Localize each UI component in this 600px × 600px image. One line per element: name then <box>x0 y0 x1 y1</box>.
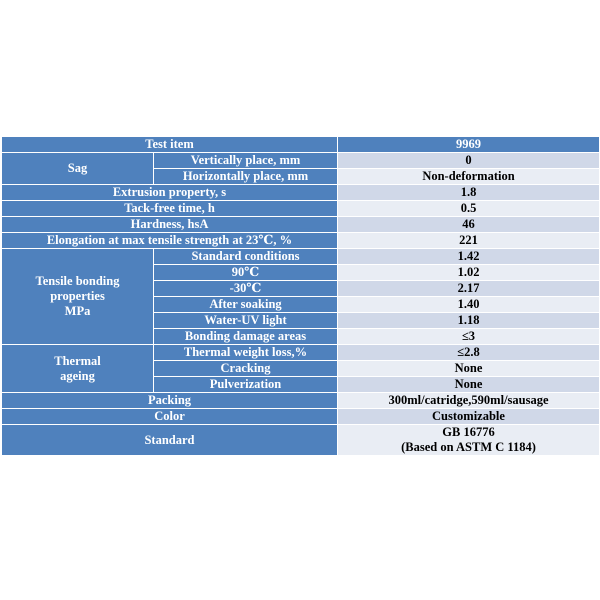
tensile-90c-label: 90℃ <box>154 265 338 281</box>
tensile-minus30c-label: -30℃ <box>154 281 338 297</box>
standard-value <box>338 425 600 456</box>
specification-table <box>1 136 600 456</box>
standard-value-line: GB 16776 <box>442 425 495 439</box>
tensile-label-line: Tensile bonding <box>35 274 120 288</box>
tensile-water-uv-value: 1.18 <box>338 313 600 329</box>
hardness-label: Hardness, hsA <box>2 217 338 233</box>
thermal-cracking-value: None <box>338 361 600 377</box>
thermal-group-label <box>2 345 154 393</box>
header-test-item: Test item <box>2 137 338 153</box>
tensile-standard-value: 1.42 <box>338 249 600 265</box>
packing-label: Packing <box>2 393 338 409</box>
sag-vertical-label: Vertically place, mm <box>154 153 338 169</box>
header-product-code: 9969 <box>338 137 600 153</box>
tensile-soaking-value: 1.40 <box>338 297 600 313</box>
thermal-weight-loss-value: ≤2.8 <box>338 345 600 361</box>
color-value: Customizable <box>338 409 600 425</box>
tensile-water-uv-label: Water-UV light <box>154 313 338 329</box>
thermal-pulverization-value: None <box>338 377 600 393</box>
thermal-label-line: Thermal <box>54 353 101 368</box>
tack-free-label: Tack-free time, h <box>2 201 338 217</box>
thermal-weight-loss-label: Thermal weight loss,% <box>154 345 338 361</box>
packing-value: 300ml/catridge,590ml/sausage <box>338 393 600 409</box>
elongation-value: 221 <box>338 233 600 249</box>
tensile-damage-label: Bonding damage areas <box>154 329 338 345</box>
sag-vertical-value: 0 <box>338 153 600 169</box>
table-row <box>2 393 600 409</box>
thermal-label-line: ageing <box>60 368 95 383</box>
table-row <box>2 233 600 249</box>
table-row <box>2 201 600 217</box>
extrusion-label: Extrusion property, s <box>2 185 338 201</box>
header-row <box>2 137 600 153</box>
standard-label: Standard <box>2 425 338 456</box>
tensile-damage-value: ≤3 <box>338 329 600 345</box>
tensile-standard-label: Standard conditions <box>154 249 338 265</box>
elongation-label: Elongation at max tensile strength at 23℃, % <box>2 233 338 249</box>
tensile-soaking-label: After soaking <box>154 297 338 313</box>
tensile-90c-value: 1.02 <box>338 265 600 281</box>
standard-value-line: (Based on ASTM C 1184) <box>401 440 536 454</box>
table-row <box>2 345 600 361</box>
sag-label: Sag <box>2 153 154 185</box>
table-row <box>2 249 600 265</box>
table-row <box>2 185 600 201</box>
table-row <box>2 217 600 233</box>
tensile-group-label <box>2 249 154 345</box>
thermal-pulverization-label: Pulverization <box>154 377 338 393</box>
table-row <box>2 409 600 425</box>
thermal-cracking-label: Cracking <box>154 361 338 377</box>
tensile-minus30c-value: 2.17 <box>338 281 600 297</box>
sag-horizontal-value: Non-deformation <box>338 169 600 185</box>
tensile-label-line: MPa <box>64 304 91 318</box>
table-row <box>2 153 600 169</box>
tensile-label-line: properties <box>50 289 105 303</box>
tack-free-value: 0.5 <box>338 201 600 217</box>
table-row <box>2 425 600 456</box>
extrusion-value: 1.8 <box>338 185 600 201</box>
sag-horizontal-label: Horizontally place, mm <box>154 169 338 185</box>
color-label: Color <box>2 409 338 425</box>
hardness-value: 46 <box>338 217 600 233</box>
